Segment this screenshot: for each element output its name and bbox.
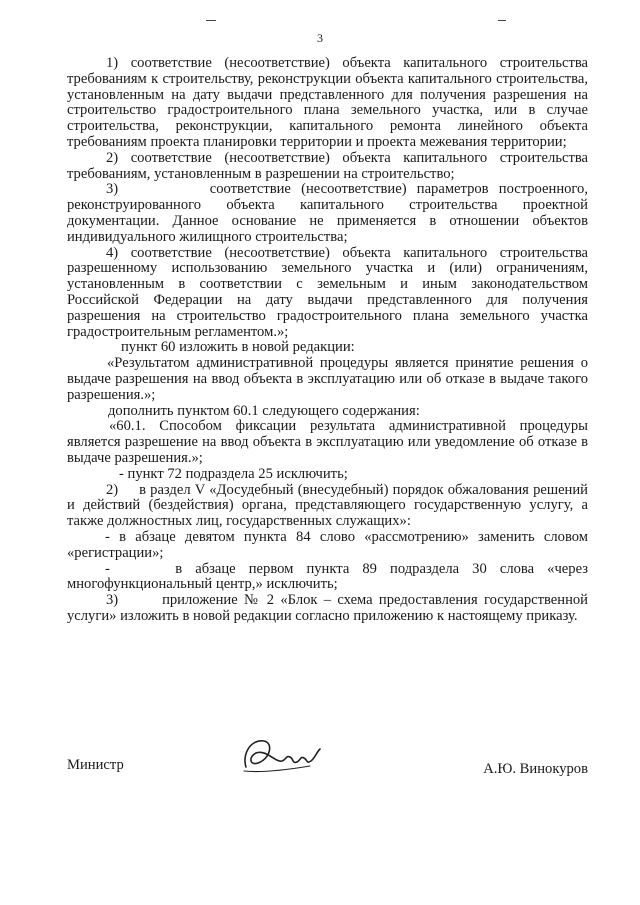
paragraph-add-60-1: дополнить пунктом 60.1 следующего содержания:: [108, 402, 420, 419]
scan-mark-right: [498, 20, 506, 21]
page-number: 3: [317, 31, 323, 45]
paragraph-item-3: 3) соответствие (несоответствие) параметров построенного, реконструированного объекта капитального строительства проектной документации. Данное основание не применяется в отношении объектов индивидуального жилищного строительства;: [67, 181, 588, 245]
paragraph-appendix-2: 3) приложение № 2 «Блок – схема предоставления государственной услуги» изложить в новой редакции согласно приложению к настоящему приказу.: [67, 592, 588, 624]
paragraph-section-v: 2) в раздел V «Досудебный (внесудебный) порядок обжалования решений и действий (бездействия) органа, представляющего государственную услугу, а также должностных лиц, государственных служащих»:: [67, 481, 588, 530]
handwritten-signature: [240, 733, 330, 779]
scan-mark-left: [206, 20, 216, 21]
signature-block: [67, 733, 588, 783]
signer-name: А.Ю. Винокуров: [483, 761, 588, 777]
paragraph-point-84: - в абзаце девятом пункта 84 слово «рассмотрению» заменить словом «регистрации»;: [67, 528, 588, 561]
document-body: [67, 56, 588, 625]
paragraph-point-60: пункт 60 изложить в новой редакции:: [121, 339, 355, 356]
paragraph-point-89: - в абзаце первом пункта 89 подраздела 30 слова «через многофункциональный центр,» исключить;: [67, 560, 588, 593]
paragraph-item-2: 2) соответствие (несоответствие) объекта капитального строительства требованиям, установленным в разрешении на строительство;: [67, 149, 588, 182]
signer-title: Министр: [67, 757, 124, 773]
paragraph-point-60-text: «Результатом административной процедуры является принятие решения о выдаче разрешения на ввод объекта в эксплуатацию или об отказе в выдаче такого разрешения.»;: [67, 355, 588, 403]
paragraph-item-4: 4) соответствие (несоответствие) объекта капитального строительства разрешенному использованию земельного участка и (или) ограничениям, установленным в соответствии с земельным и иным законодательством Российской Федерации на дату выдачи представленного для получения разрешения на строительство градостроительного плана земельного участка градостроительным регламентом.»;: [67, 244, 588, 340]
paragraph-point-72: - пункт 72 подраздела 25 исключить;: [119, 465, 348, 482]
paragraph-item-1: 1) соответствие (несоответствие) объекта капитального строительства требованиям к строительству, реконструкции объекта капитального строительства, установленным на дату выдачи представленного для получения разрешения на строительство градостроительного плана земельного участка, или в случае строительства, реконструкции, капитального ремонта линейного объекта требованиям проекта планировки территории и проекта межевания территории;: [67, 55, 588, 150]
paragraph-point-60-1-text: «60.1. Способом фиксации результата административной процедуры является разрешение на ввод объекта в эксплуатацию или уведомление об отказе в выдаче разрешения.»;: [67, 418, 588, 466]
